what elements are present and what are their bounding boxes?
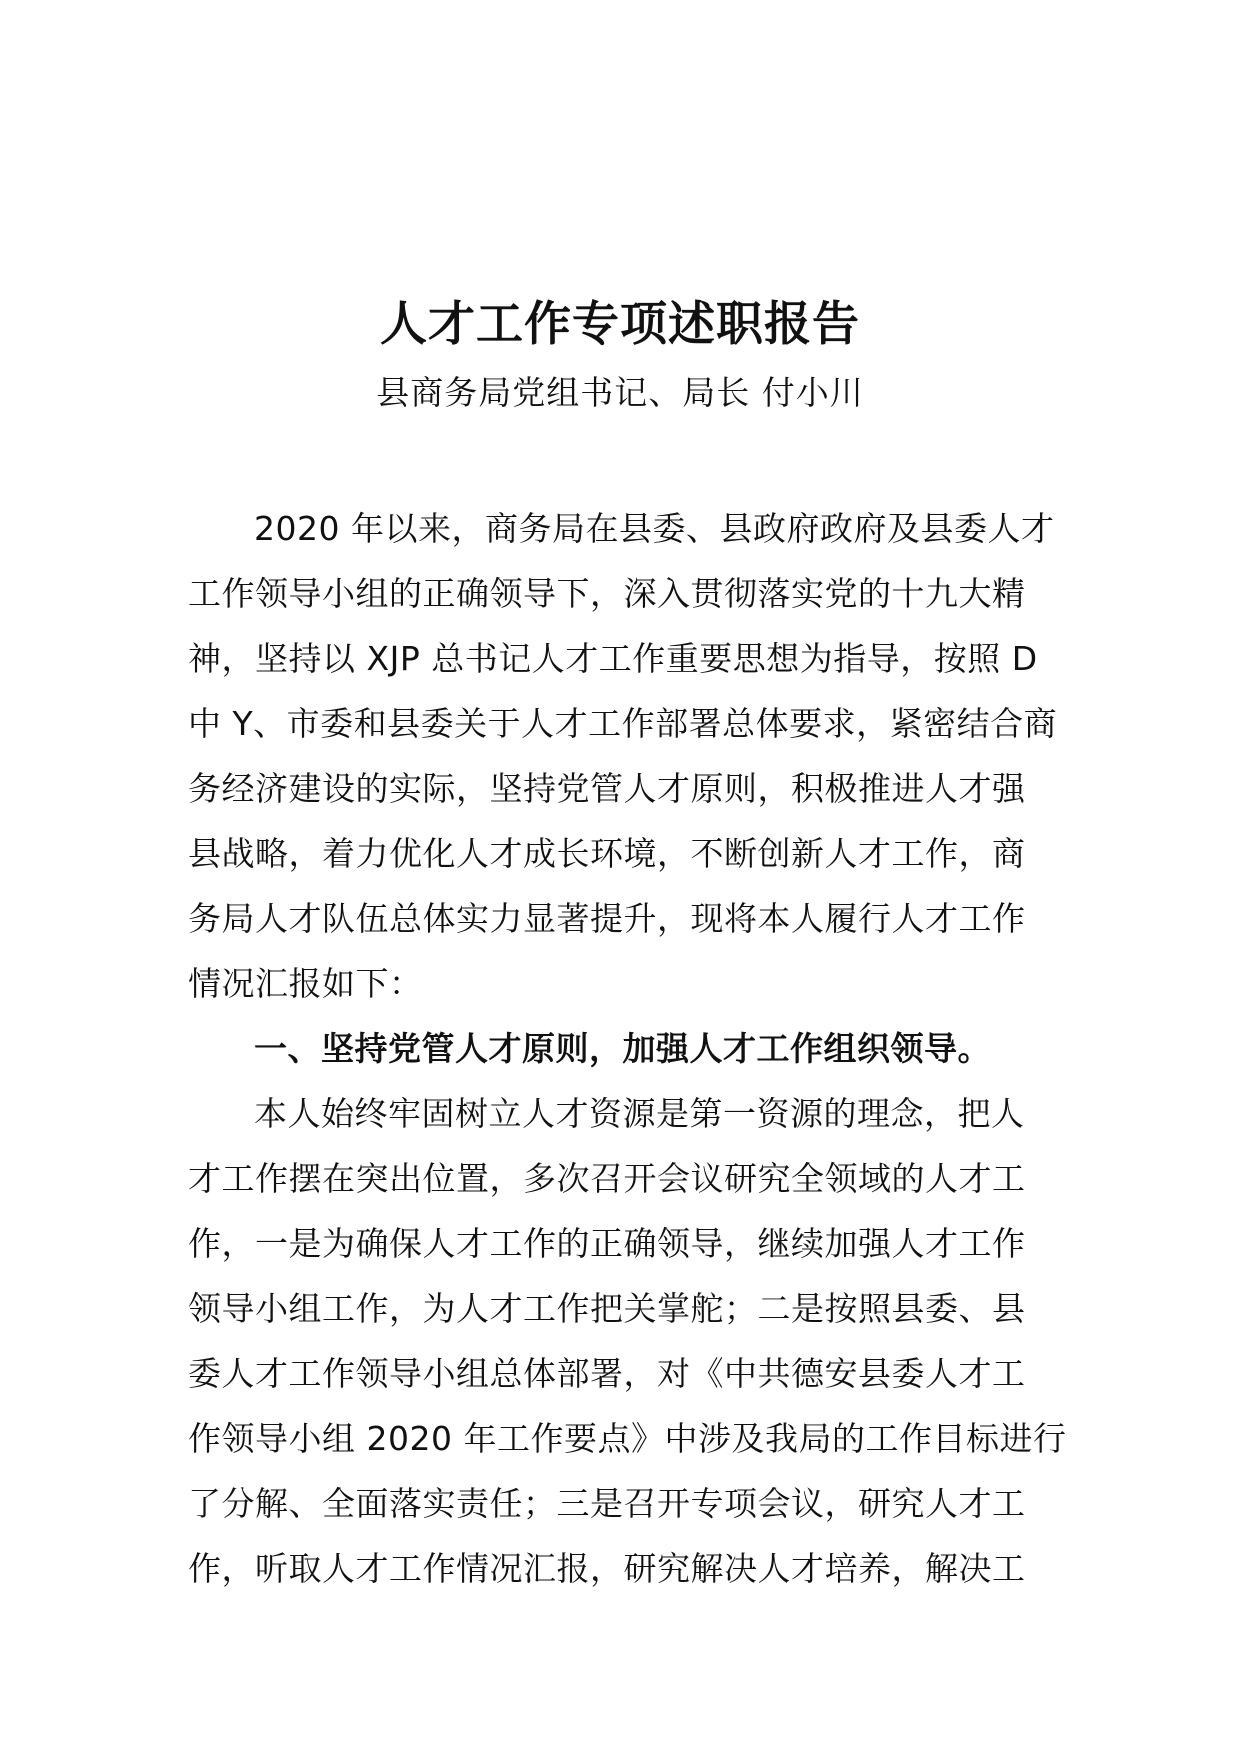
paragraph-1-line: 务局人才队伍总体实力显著提升，现将本人履行人才工作 — [188, 899, 1026, 938]
paragraph-2-line: 作，听取人才工作情况汇报，研究解决人才培养，解决工 — [188, 1549, 1026, 1588]
paragraph-1-line: 工作领导小组的正确领导下，深入贯彻落实党的十九大精 — [188, 574, 1026, 613]
paragraph-2-line: 了分解、全面落实责任；三是召开专项会议，研究人才工 — [188, 1484, 1026, 1523]
paragraph-2-line: 作，一是为确保人才工作的正确领导，继续加强人才工作 — [188, 1224, 1026, 1263]
paragraph-1-line: 2020 年以来，商务局在县委、县政府政府及县委人才 — [254, 509, 1055, 548]
paragraph-1-line: 务经济建设的实际，坚持党管人才原则，积极推进人才强 — [188, 769, 1026, 808]
document-body — [188, 496, 1068, 1601]
paragraph-2-line: 作领导小组 2020 年工作要点》中涉及我局的工作目标进行 — [188, 1419, 1067, 1458]
paragraph-1-line: 神，坚持以 XJP 总书记人才工作重要思想为指导，按照 D — [188, 639, 1038, 678]
section-1-heading: 一、坚持党管人才原则，加强人才工作组织领导。 — [254, 1029, 991, 1068]
paragraph-1-line: 县战略，着力优化人才成长环境，不断创新人才工作，商 — [188, 834, 1026, 873]
paragraph-2-line: 本人始终牢固树立人才资源是第一资源的理念，把人 — [254, 1094, 1025, 1133]
paragraph-2-line: 才工作摆在突出位置，多次召开会议研究全领域的人才工 — [188, 1159, 1026, 1198]
document-author-line: 县商务局党组书记、局长 付小川 — [376, 373, 864, 412]
paragraph-2-line: 领导小组工作，为人才工作把关掌舵；二是按照县委、县 — [188, 1289, 1026, 1328]
document-title: 人才工作专项述职报告 — [380, 297, 860, 352]
paragraph-1-line: 情况汇报如下： — [188, 964, 423, 1003]
paragraph-1-line: 中 Y、市委和县委关于人才工作部署总体要求，紧密结合商 — [188, 704, 1058, 743]
paragraph-2-line: 委人才工作领导小组总体部署，对《中共德安县委人才工 — [188, 1354, 1026, 1393]
